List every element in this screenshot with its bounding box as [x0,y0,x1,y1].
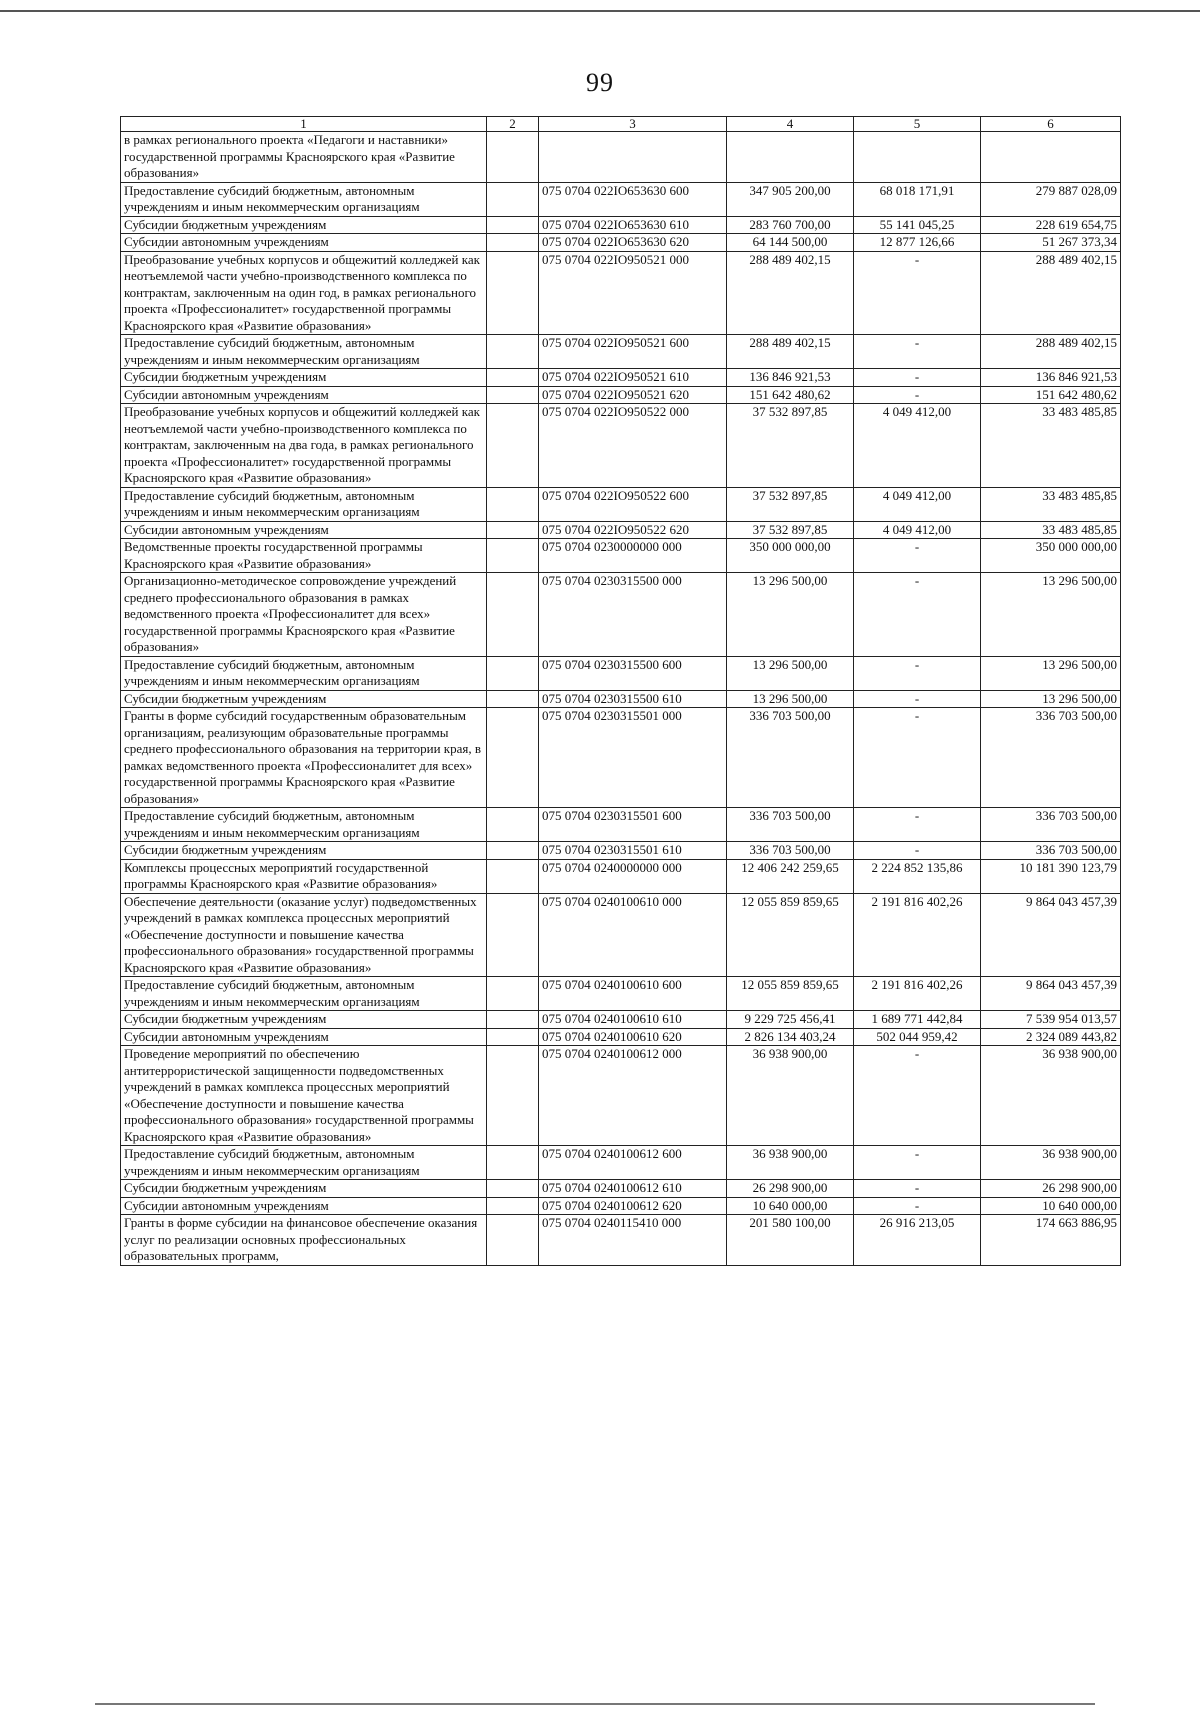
table-row [121,251,1121,335]
column-header-6: 6 [981,117,1121,132]
row-code-cell: 075 0704 022IO653630 600 [539,182,727,216]
row-value-col4-cell: 350 000 000,00 [727,539,854,573]
row-code-cell: 075 0704 0230315500 610 [539,690,727,708]
row-empty-cell [487,842,539,860]
row-value-col4-cell: 26 298 900,00 [727,1180,854,1198]
table-row [121,708,1121,808]
column-header-2: 2 [487,117,539,132]
row-name-cell: Субсидии бюджетным учреждениям [121,690,487,708]
row-value-col4-cell: 37 532 897,85 [727,521,854,539]
row-name-cell: Предоставление субсидий бюджетным, автономным учреждениям и иным некоммерческим организациям [121,977,487,1011]
table-row [121,893,1121,977]
row-value-col6-cell: 151 642 480,62 [981,386,1121,404]
row-code-cell: 075 0704 0230315501 600 [539,808,727,842]
row-value-col5-cell: 26 916 213,05 [854,1215,981,1266]
row-value-col5-cell: 2 191 816 402,26 [854,977,981,1011]
table-row [121,1215,1121,1266]
row-name-cell: Субсидии бюджетным учреждениям [121,369,487,387]
row-value-col5-cell: - [854,1146,981,1180]
row-code-cell: 075 0704 0230315500 000 [539,573,727,657]
column-header-1: 1 [121,117,487,132]
row-value-col5-cell: - [854,1180,981,1198]
row-value-col6-cell: 33 483 485,85 [981,521,1121,539]
row-code-cell: 075 0704 0240100612 620 [539,1197,727,1215]
row-empty-cell [487,1028,539,1046]
row-value-col4-cell: 36 938 900,00 [727,1146,854,1180]
row-value-col6-cell: 9 864 043 457,39 [981,893,1121,977]
row-name-cell: Субсидии автономным учреждениям [121,234,487,252]
row-code-cell: 075 0704 022IO950522 620 [539,521,727,539]
row-name-cell: Субсидии автономным учреждениям [121,1197,487,1215]
row-code-cell: 075 0704 0230000000 000 [539,539,727,573]
row-value-col6-cell: 26 298 900,00 [981,1180,1121,1198]
row-empty-cell [487,708,539,808]
row-empty-cell [487,132,539,183]
row-name-cell: Предоставление субсидий бюджетным, автономным учреждениям и иным некоммерческим организациям [121,487,487,521]
row-value-col6-cell: 174 663 886,95 [981,1215,1121,1266]
row-code-cell: 075 0704 0240100612 610 [539,1180,727,1198]
row-value-col6-cell: 9 864 043 457,39 [981,977,1121,1011]
row-empty-cell [487,234,539,252]
table-row [121,182,1121,216]
table-row [121,1011,1121,1029]
row-empty-cell [487,404,539,488]
row-value-col6-cell [981,132,1121,183]
row-code-cell: 075 0704 022IO950521 000 [539,251,727,335]
row-value-col5-cell: 4 049 412,00 [854,521,981,539]
row-value-col5-cell: - [854,386,981,404]
row-empty-cell [487,521,539,539]
row-empty-cell [487,182,539,216]
table-row [121,656,1121,690]
row-value-col5-cell: 2 224 852 135,86 [854,859,981,893]
row-value-col5-cell: 1 689 771 442,84 [854,1011,981,1029]
row-name-cell: Субсидии автономным учреждениям [121,1028,487,1046]
table-row [121,521,1121,539]
row-value-col6-cell: 13 296 500,00 [981,690,1121,708]
row-value-col4-cell: 336 703 500,00 [727,808,854,842]
row-value-col5-cell: 68 018 171,91 [854,182,981,216]
table-row [121,1046,1121,1146]
table-row [121,487,1121,521]
row-name-cell: Организационно-методическое сопровождение учреждений среднего профессионального образования в рамках ведомственного проекта «Профессионалитет для всех» государственной программы Красноярского края «Развитие образования» [121,573,487,657]
row-empty-cell [487,1146,539,1180]
row-name-cell: Субсидии автономным учреждениям [121,521,487,539]
row-name-cell: Субсидии бюджетным учреждениям [121,1011,487,1029]
row-empty-cell [487,1197,539,1215]
row-value-col6-cell: 33 483 485,85 [981,487,1121,521]
row-value-col4-cell: 12 055 859 859,65 [727,977,854,1011]
row-value-col4-cell: 283 760 700,00 [727,216,854,234]
row-code-cell: 075 0704 0240100612 600 [539,1146,727,1180]
row-value-col6-cell: 36 938 900,00 [981,1046,1121,1146]
row-empty-cell [487,487,539,521]
row-value-col4-cell: 13 296 500,00 [727,690,854,708]
table-row [121,1028,1121,1046]
table-row [121,977,1121,1011]
row-code-cell: 075 0704 022IO950522 600 [539,487,727,521]
row-value-col4-cell: 13 296 500,00 [727,573,854,657]
row-empty-cell [487,893,539,977]
row-value-col6-cell: 33 483 485,85 [981,404,1121,488]
row-value-col4-cell: 9 229 725 456,41 [727,1011,854,1029]
row-name-cell: Обеспечение деятельности (оказание услуг) подведомственных учреждений в рамках комплекса процессных мероприятий «Обеспечение доступности и повышение качества профессионального образования» государственной программы Красноярского края «Развитие образования» [121,893,487,977]
row-name-cell: Предоставление субсидий бюджетным, автономным учреждениям и иным некоммерческим организациям [121,335,487,369]
row-value-col6-cell: 51 267 373,34 [981,234,1121,252]
row-value-col5-cell [854,132,981,183]
row-value-col6-cell: 228 619 654,75 [981,216,1121,234]
table-row [121,369,1121,387]
row-empty-cell [487,808,539,842]
row-code-cell: 075 0704 0230315501 000 [539,708,727,808]
row-value-col6-cell: 350 000 000,00 [981,539,1121,573]
row-code-cell: 075 0704 0240100610 620 [539,1028,727,1046]
table-row [121,216,1121,234]
column-header-5: 5 [854,117,981,132]
table-row [121,234,1121,252]
row-code-cell: 075 0704 0240100610 610 [539,1011,727,1029]
row-name-cell: Ведомственные проекты государственной программы Красноярского края «Развитие образования» [121,539,487,573]
row-empty-cell [487,1011,539,1029]
row-value-col4-cell: 12 406 242 259,65 [727,859,854,893]
row-value-col5-cell: 12 877 126,66 [854,234,981,252]
row-value-col5-cell: - [854,573,981,657]
row-empty-cell [487,369,539,387]
row-empty-cell [487,977,539,1011]
row-value-col4-cell: 10 640 000,00 [727,1197,854,1215]
table-row [121,1197,1121,1215]
row-code-cell: 075 0704 0230315501 610 [539,842,727,860]
row-empty-cell [487,573,539,657]
row-empty-cell [487,859,539,893]
table-row [121,132,1121,183]
row-value-col4-cell: 201 580 100,00 [727,1215,854,1266]
row-code-cell: 075 0704 022IO950521 610 [539,369,727,387]
row-value-col5-cell: - [854,539,981,573]
table-row [121,690,1121,708]
row-name-cell: Комплексы процессных мероприятий государственной программы Красноярского края «Развитие образования» [121,859,487,893]
row-value-col6-cell: 13 296 500,00 [981,573,1121,657]
row-value-col5-cell: - [854,369,981,387]
page-number: 99 [586,68,614,97]
row-value-col4-cell: 347 905 200,00 [727,182,854,216]
row-value-col4-cell: 37 532 897,85 [727,487,854,521]
row-empty-cell [487,1046,539,1146]
table-row [121,1146,1121,1180]
row-name-cell: в рамках регионального проекта «Педагоги и наставники» государственной программы Красноярского края «Развитие образования» [121,132,487,183]
row-value-col6-cell: 288 489 402,15 [981,251,1121,335]
row-value-col6-cell: 10 181 390 123,79 [981,859,1121,893]
row-name-cell: Преобразование учебных корпусов и общежитий колледжей как неотъемлемой части учебно-производственного комплекса по контрактам, заключенным на один год, в рамках регионального проекта «Профессионалитет» государственной программы Красноярского края «Развитие образования» [121,251,487,335]
row-empty-cell [487,386,539,404]
row-value-col6-cell: 13 296 500,00 [981,656,1121,690]
row-value-col4-cell: 37 532 897,85 [727,404,854,488]
row-name-cell: Субсидии бюджетным учреждениям [121,842,487,860]
row-value-col6-cell: 336 703 500,00 [981,842,1121,860]
row-value-col4-cell [727,132,854,183]
row-value-col4-cell: 12 055 859 859,65 [727,893,854,977]
table-row [121,842,1121,860]
row-code-cell: 075 0704 0240100612 000 [539,1046,727,1146]
row-name-cell: Гранты в форме субсидии на финансовое обеспечение оказания услуг по реализации основных профессиональных образовательных программ, [121,1215,487,1266]
row-name-cell: Субсидии бюджетным учреждениям [121,216,487,234]
row-value-col4-cell: 336 703 500,00 [727,842,854,860]
row-value-col4-cell: 64 144 500,00 [727,234,854,252]
row-name-cell: Преобразование учебных корпусов и общежитий колледжей как неотъемлемой части учебно-производственного комплекса по контрактам, заключенным на два года, в рамках регионального проекта «Профессионалитет» государственной программы Красноярского края «Развитие образования» [121,404,487,488]
row-value-col6-cell: 336 703 500,00 [981,808,1121,842]
row-code-cell: 075 0704 022IO653630 620 [539,234,727,252]
row-value-col5-cell: - [854,251,981,335]
row-value-col5-cell: 55 141 045,25 [854,216,981,234]
row-value-col4-cell: 2 826 134 403,24 [727,1028,854,1046]
scan-edge-top [0,10,1200,12]
row-name-cell: Субсидии бюджетным учреждениям [121,1180,487,1198]
column-header-4: 4 [727,117,854,132]
row-value-col6-cell: 336 703 500,00 [981,708,1121,808]
row-value-col5-cell: - [854,656,981,690]
row-name-cell: Предоставление субсидий бюджетным, автономным учреждениям и иным некоммерческим организациям [121,656,487,690]
row-name-cell: Предоставление субсидий бюджетным, автономным учреждениям и иным некоммерческим организациям [121,1146,487,1180]
budget-table [120,116,1121,1266]
row-value-col5-cell: - [854,335,981,369]
row-value-col4-cell: 13 296 500,00 [727,656,854,690]
row-value-col5-cell: - [854,1046,981,1146]
table-row [121,539,1121,573]
row-value-col6-cell: 136 846 921,53 [981,369,1121,387]
row-code-cell: 075 0704 0240000000 000 [539,859,727,893]
row-value-col6-cell: 10 640 000,00 [981,1197,1121,1215]
row-code-cell: 075 0704 022IO950522 000 [539,404,727,488]
row-name-cell: Гранты в форме субсидий государственным образовательным организациям, реализующим образовательные программы среднего профессионального образования на территории края, в рамках ведомственного проекта «Профессионалитет для всех» государственной программы Красноярского края «Развитие образования» [121,708,487,808]
row-value-col6-cell: 7 539 954 013,57 [981,1011,1121,1029]
row-code-cell [539,132,727,183]
row-code-cell: 075 0704 022IO950521 600 [539,335,727,369]
scan-edge-bottom [95,1703,1095,1705]
row-value-col5-cell: - [854,690,981,708]
row-empty-cell [487,1180,539,1198]
row-empty-cell [487,539,539,573]
table-row [121,573,1121,657]
row-name-cell: Субсидии автономным учреждениям [121,386,487,404]
row-value-col6-cell: 2 324 089 443,82 [981,1028,1121,1046]
row-value-col4-cell: 151 642 480,62 [727,386,854,404]
row-value-col6-cell: 288 489 402,15 [981,335,1121,369]
row-name-cell: Проведение мероприятий по обеспечению антитеррористической защищенности подведомственных учреждений в рамках комплекса процессных мероприятий «Обеспечение доступности и повышение качества профессионального образования» государственной программы Красноярского края «Развитие образования» [121,1046,487,1146]
row-name-cell: Предоставление субсидий бюджетным, автономным учреждениям и иным некоммерческим организациям [121,808,487,842]
row-code-cell: 075 0704 0240115410 000 [539,1215,727,1266]
table-row [121,808,1121,842]
row-code-cell: 075 0704 022IO653630 610 [539,216,727,234]
row-code-cell: 075 0704 022IO950521 620 [539,386,727,404]
column-header-3: 3 [539,117,727,132]
row-value-col5-cell: - [854,842,981,860]
row-value-col5-cell: 2 191 816 402,26 [854,893,981,977]
table-row [121,1180,1121,1198]
row-value-col6-cell: 36 938 900,00 [981,1146,1121,1180]
row-value-col5-cell: - [854,1197,981,1215]
row-empty-cell [487,335,539,369]
row-value-col4-cell: 288 489 402,15 [727,335,854,369]
table-row [121,335,1121,369]
header-row [121,117,1121,132]
table-row [121,386,1121,404]
row-code-cell: 075 0704 0240100610 000 [539,893,727,977]
row-value-col5-cell: 4 049 412,00 [854,404,981,488]
row-empty-cell [487,656,539,690]
row-value-col4-cell: 36 938 900,00 [727,1046,854,1146]
row-value-col4-cell: 288 489 402,15 [727,251,854,335]
row-empty-cell [487,251,539,335]
row-value-col4-cell: 136 846 921,53 [727,369,854,387]
row-value-col5-cell: 4 049 412,00 [854,487,981,521]
row-name-cell: Предоставление субсидий бюджетным, автономным учреждениям и иным некоммерческим организациям [121,182,487,216]
row-value-col5-cell: - [854,708,981,808]
row-value-col5-cell: 502 044 959,42 [854,1028,981,1046]
row-value-col4-cell: 336 703 500,00 [727,708,854,808]
row-empty-cell [487,1215,539,1266]
row-value-col5-cell: - [854,808,981,842]
row-empty-cell [487,690,539,708]
row-value-col6-cell: 279 887 028,09 [981,182,1121,216]
table-row [121,404,1121,488]
row-code-cell: 075 0704 0240100610 600 [539,977,727,1011]
row-code-cell: 075 0704 0230315500 600 [539,656,727,690]
table-row [121,859,1121,893]
row-empty-cell [487,216,539,234]
